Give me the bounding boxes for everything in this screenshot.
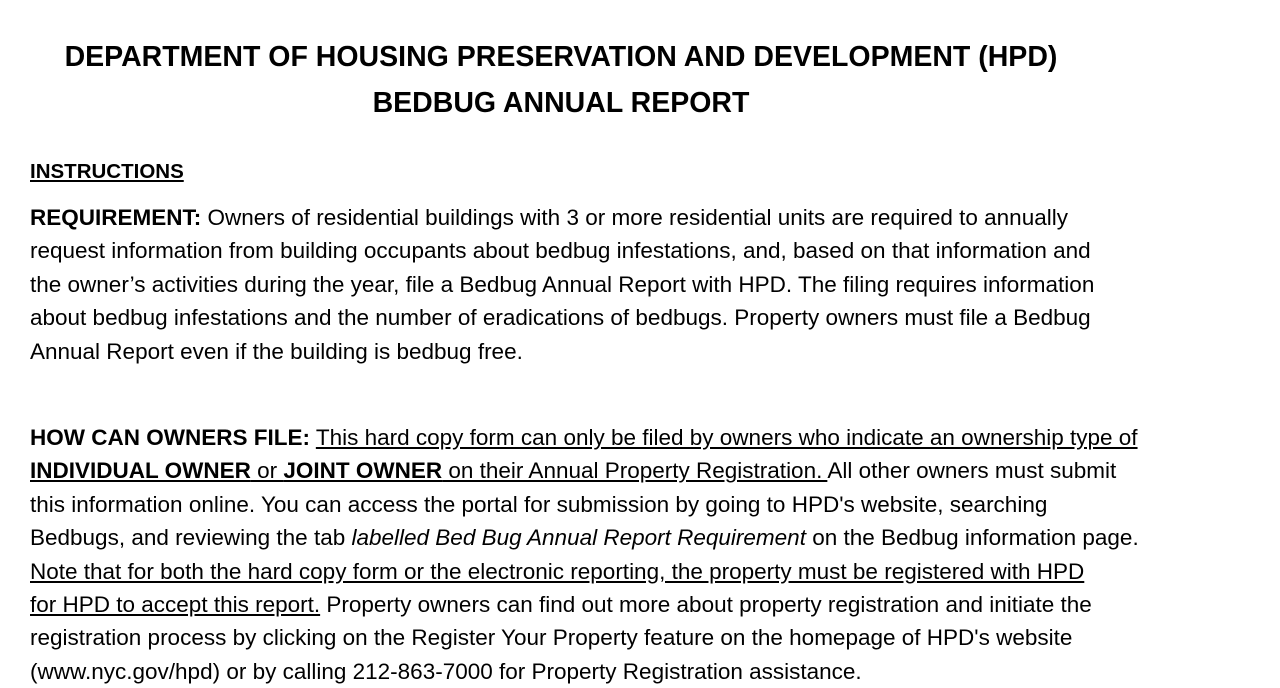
bedbugs-tab-text: Bedbugs, and reviewing the tab: [30, 525, 352, 551]
other-owners-text: All other owners must submit: [827, 458, 1117, 484]
annual-registration-text: on their Annual Property Registration.: [442, 458, 828, 484]
or-text: or: [250, 458, 284, 484]
requirement-line-5: Annual Report even if the building is bedbug free.: [30, 338, 523, 364]
document-title-department: DEPARTMENT OF HOUSING PRESERVATION AND DEVELOPMENT (HPD): [64, 41, 1058, 73]
requirement-line-4: about bedbug infestations and the number of eradications of bedbugs. Property owners must file a Bedbug: [30, 305, 1091, 331]
how-to-file-line-4: [30, 521, 1230, 554]
requirement-label: REQUIREMENT:: [30, 205, 202, 230]
ownership-types-text: [30, 458, 827, 483]
how-to-file-line-3: this information online. You can access the portal for submission by going to HPD's website, searching: [30, 491, 1048, 517]
how-to-file-label: HOW CAN OWNERS FILE:: [30, 425, 310, 450]
document-title-report: BEDBUG ANNUAL REPORT: [372, 87, 750, 119]
how-to-file-line-5: Note that for both the hard copy form or the electronic reporting, the property must be registered with HPD: [30, 558, 1085, 584]
requirement-line-1: [30, 201, 1230, 234]
accept-report-text: for HPD to accept this report.: [30, 592, 321, 618]
joint-owner-text: JOINT OWNER: [283, 458, 443, 484]
how-to-file-line-7: registration process by clicking on the Register Your Property feature on the homepage of HPD's website: [30, 625, 1073, 651]
individual-owner-text: INDIVIDUAL OWNER: [30, 458, 251, 484]
requirement-paragraph: [30, 201, 1230, 368]
requirement-line-3: the owner’s activities during the year, file a Bedbug Annual Report with HPD. The filing requires information: [30, 271, 1095, 297]
hard-copy-eligibility-text: This hard copy form can only be filed by owners who indicate an ownership type of: [315, 425, 1138, 450]
requirement-line-2: request information from building occupants about bedbug infestations, and, based on that information and: [30, 238, 1091, 264]
how-to-file-line-1: [30, 421, 1230, 454]
how-to-file-line-6: [30, 588, 1230, 621]
how-to-file-line-2: [30, 454, 1230, 487]
how-to-file-line-8: (www.nyc.gov/hpd) or by calling 212-863-7000 for Property Registration assistance.: [30, 658, 862, 684]
instructions-heading: INSTRUCTIONS: [30, 160, 184, 183]
how-to-file-paragraph: [30, 421, 1230, 688]
registration-info-text: Property owners can find out more about property registration and initiate the: [320, 592, 1092, 618]
tab-name-text: labelled Bed Bug Annual Report Requirement: [351, 525, 806, 551]
requirement-text-1: Owners of residential buildings with 3 or more residential units are required to annually: [201, 205, 1068, 230]
bedbug-page-text: on the Bedbug information page.: [805, 525, 1139, 551]
